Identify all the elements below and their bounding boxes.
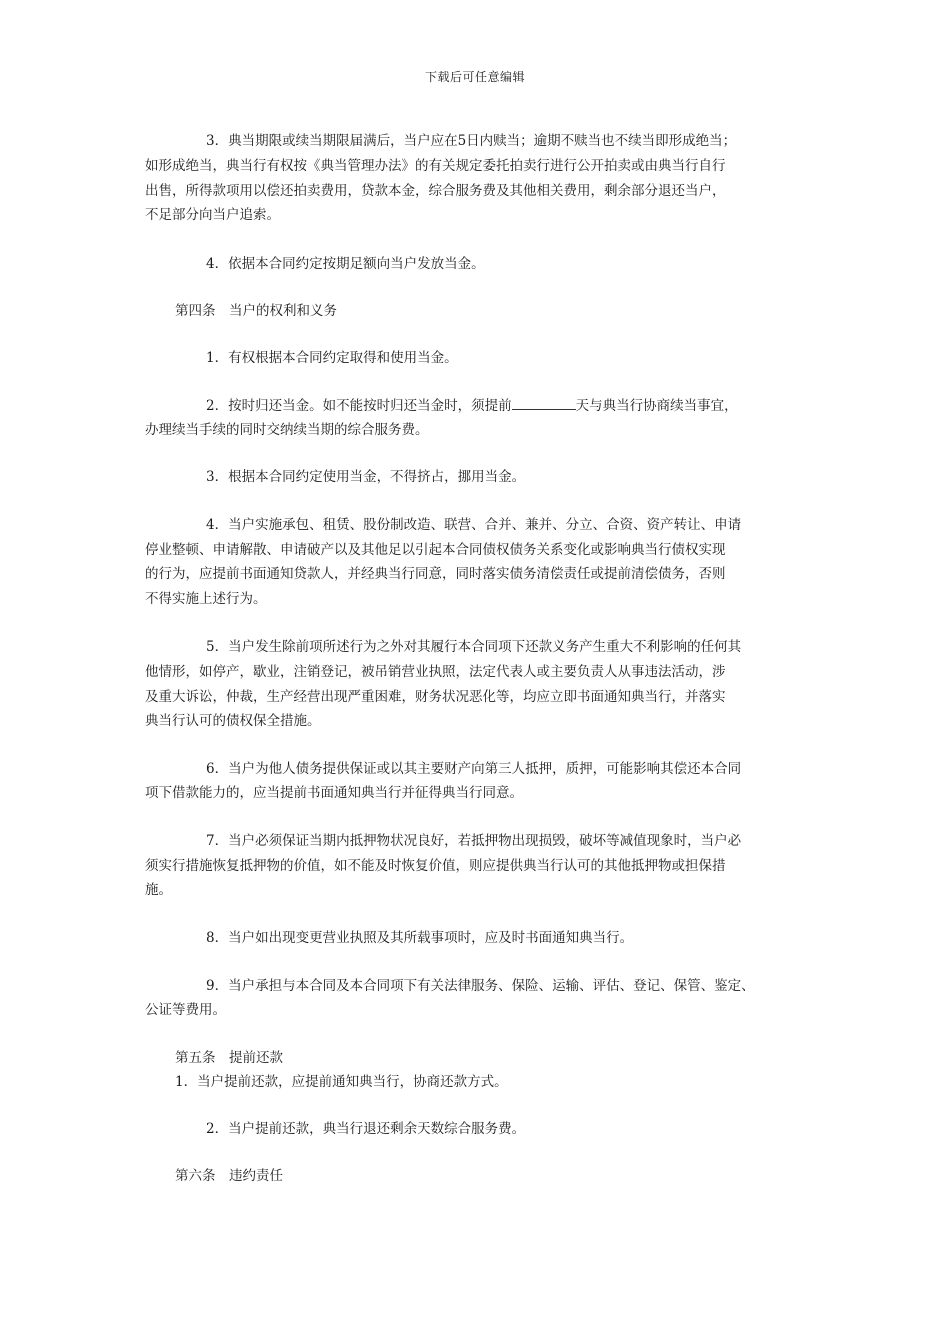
- text-segment: 2．按时归还当金。如不能按时归还当金时，须提前: [206, 398, 512, 414]
- text-line: 及重大诉讼，仲裁，生产经营出现严重困难，财务状况恶化等，均应立即书面通知典当行，并落实: [145, 689, 726, 705]
- text-line: 出售，所得款项用以偿还拍卖费用，贷款本金，综合服务费及其他相关费用，剩余部分退还当户，: [145, 183, 726, 199]
- fill-in-blank[interactable]: [512, 397, 576, 410]
- text-line: 不得实施上述行为。: [145, 591, 267, 607]
- text-line: 5．当户发生除前项所述行为之外对其履行本合同项下还款义务产生重大不利影响的任何其: [206, 639, 742, 655]
- text-line: 办理续当手续的同时交纳续当期的综合服务费。: [145, 422, 429, 438]
- text-line: 项下借款能力的，应当提前书面通知典当行并征得典当行同意。: [145, 785, 523, 801]
- text-line: 9．当户承担与本合同及本合同项下有关法律服务、保险、运输、评估、登记、保管、鉴定、: [206, 978, 755, 994]
- section-heading: 第五条 提前还款: [175, 1050, 283, 1066]
- text-line-with-blank: [206, 394, 738, 414]
- text-line: 须实行措施恢复抵押物的价值，如不能及时恢复价值，则应提供典当行认可的其他抵押物或担保措: [145, 858, 726, 874]
- text-line: 不足部分向当户追索。: [145, 207, 280, 223]
- text-line: 1．当户提前还款，应提前通知典当行，协商还款方式。: [175, 1074, 508, 1090]
- text-line: 公证等费用。: [145, 1002, 226, 1018]
- text-line: 3．典当期限或续当期限届满后，当户应在5日内赎当；逾期不赎当也不续当即形成绝当；: [206, 133, 737, 149]
- text-line: 4．当户实施承包、租赁、股份制改造、联营、合并、兼并、分立、合资、资产转让、申请: [206, 517, 742, 533]
- text-line: 1．有权根据本合同约定取得和使用当金。: [206, 350, 458, 366]
- text-line: 的行为，应提前书面通知贷款人，并经典当行同意，同时落实债务清偿责任或提前清偿债务，否则: [145, 566, 726, 582]
- section-heading: 第四条 当户的权利和义务: [175, 303, 337, 319]
- text-line: 8．当户如出现变更营业执照及其所载事项时，应及时书面通知典当行。: [206, 930, 634, 946]
- text-line: 2．当户提前还款，典当行退还剩余天数综合服务费。: [206, 1121, 526, 1137]
- text-line: 典当行认可的债权保全措施。: [145, 713, 321, 729]
- section-heading: 第六条 违约责任: [175, 1168, 283, 1184]
- text-line: 如形成绝当，典当行有权按《典当管理办法》的有关规定委托拍卖行进行公开拍卖或由典当行自行: [145, 158, 726, 174]
- text-segment: 天与典当行协商续当事宜，: [575, 398, 738, 414]
- text-line: 3．根据本合同约定使用当金，不得挤占，挪用当金。: [206, 469, 526, 485]
- page-header: 下载后可任意编辑: [424, 70, 525, 84]
- text-line: 停业整顿、申请解散、申请破产以及其他足以引起本合同债权债务关系变化或影响典当行债权实现: [145, 542, 726, 558]
- text-line: 6．当户为他人债务提供保证或以其主要财产向第三人抵押，质押，可能影响其偿还本合同: [206, 761, 742, 777]
- text-line: 4．依据本合同约定按期足额向当户发放当金。: [206, 256, 485, 272]
- text-line: 施。: [145, 882, 172, 898]
- text-line: 他情形，如停产，歇业，注销登记，被吊销营业执照，法定代表人或主要负责人从事违法活动，涉: [145, 664, 726, 680]
- text-line: 7．当户必须保证当期内抵押物状况良好，若抵押物出现损毁，破坏等减值现象时，当户必: [206, 833, 742, 849]
